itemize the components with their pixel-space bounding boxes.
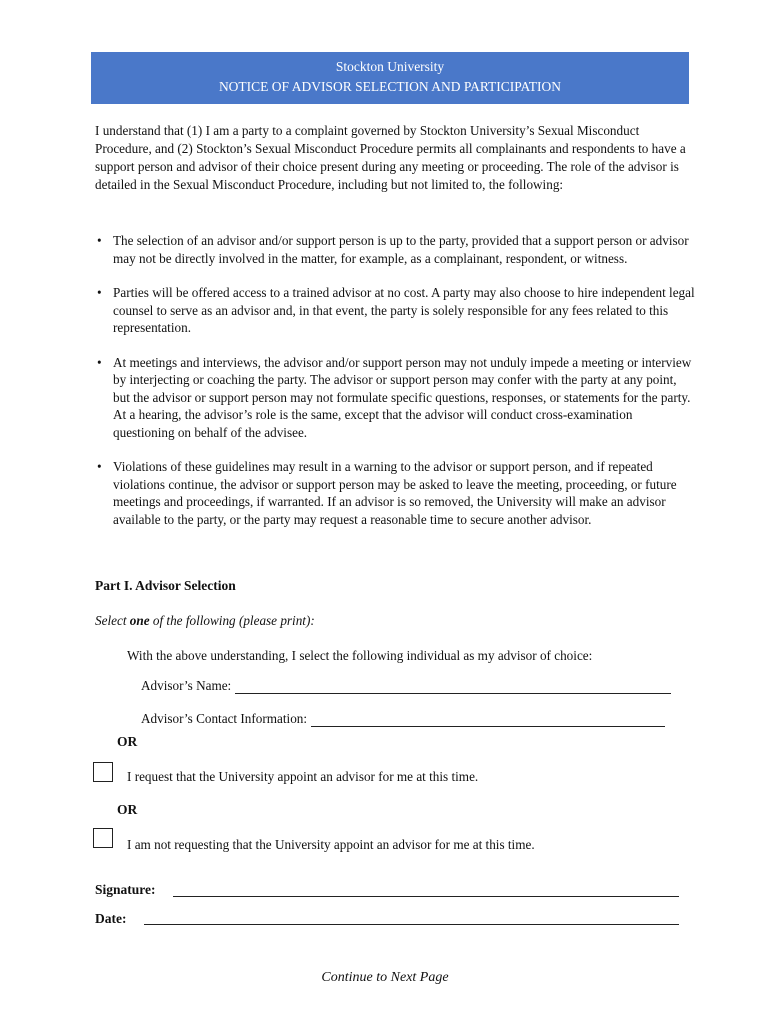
list-item	[95, 354, 695, 442]
bullet-icon: •	[97, 459, 102, 474]
list-item-text: The selection of an advisor and/or support person is up to the party, provided that a support person or advisor may not be directly involved in the matter, for example, as a complainant, respondent, or witness.	[113, 233, 689, 266]
select-emphasis: one	[129, 613, 150, 628]
advisor-name-label: Advisor’s Name:	[141, 678, 232, 693]
date-field[interactable]	[144, 923, 679, 925]
advisor-role-list	[95, 232, 695, 545]
continue-note: Continue to Next Page	[321, 970, 449, 985]
advisor-name-input[interactable]	[235, 681, 671, 694]
list-item-text: Violations of these guidelines may result in a warning to the advisor or support person, and if repeated violations continue, the advisor or support person may be asked to leave the meeting, proceeding, or future meetings and proceedings, if warranted. If an advisor is so removed, the University will make an advisor available to the party, or the party may request a reasonable time to secure another advisor.	[113, 459, 677, 527]
list-item-text: Parties will be offered access to a trained advisor at no cost. A party may also choose to hire independent legal counsel to serve as an advisor and, in that event, the party is solely responsible for any fees related to this representation.	[113, 285, 695, 335]
advisor-name-field	[141, 678, 671, 694]
or-separator: OR	[117, 734, 138, 749]
bullet-icon: •	[97, 354, 102, 370]
select-suffix: of the following (please print):	[149, 613, 315, 628]
decline-advisor-checkbox[interactable]	[93, 828, 113, 848]
decline-advisor-label: I am not requesting that the University appoint an advisor for me at this time.	[127, 837, 535, 852]
list-item-text: At meetings and interviews, the advisor and/or support person may not unduly impede a meeting or interview by interjecting or coaching the party. The advisor or support person may confer with the party at any point, but the advisor or support person may not formulate specific questions, responses, or statements for the party. At a hearing, the advisor’s role is the same, except that the advisor will conduct cross-examination questioning on behalf of the advisee.	[113, 354, 692, 440]
list-item	[95, 232, 695, 267]
advisor-contact-field	[141, 711, 665, 727]
select-instruction	[95, 613, 315, 629]
understanding-statement: With the above understanding, I select the following individual as my advisor of choice:	[127, 648, 593, 663]
or-separator: OR	[117, 802, 138, 817]
list-item	[95, 458, 695, 528]
request-advisor-checkbox[interactable]	[93, 762, 113, 782]
date-label: Date:	[95, 911, 127, 926]
signature-field[interactable]	[173, 895, 679, 897]
intro-paragraph: I understand that (1) I am a party to a complaint governed by Stockton University’s Sexual Misconduct Procedure, and (2) Stockton’s Sexual Misconduct Procedure permits all complainants and respondents to have a support person and advisor of their choice present during any meeting or proceeding. The role of the advisor is detailed in the Sexual Misconduct Procedure, including but not limited to, the following:	[95, 123, 686, 192]
select-prefix: Select	[95, 613, 130, 628]
bullet-icon: •	[97, 285, 102, 300]
form-title: NOTICE OF ADVISOR SELECTION AND PARTICIPATION	[218, 79, 562, 94]
advisor-contact-input[interactable]	[311, 714, 665, 727]
signature-label: Signature:	[95, 882, 156, 897]
advisor-contact-label: Advisor’s Contact Information:	[141, 711, 308, 726]
title-banner	[91, 52, 689, 104]
university-name: Stockton University	[335, 59, 445, 74]
request-advisor-label: I request that the University appoint an advisor for me at this time.	[127, 769, 479, 784]
bullet-icon: •	[97, 233, 102, 248]
part1-heading: Part I. Advisor Selection	[95, 578, 236, 593]
list-item	[95, 284, 695, 337]
